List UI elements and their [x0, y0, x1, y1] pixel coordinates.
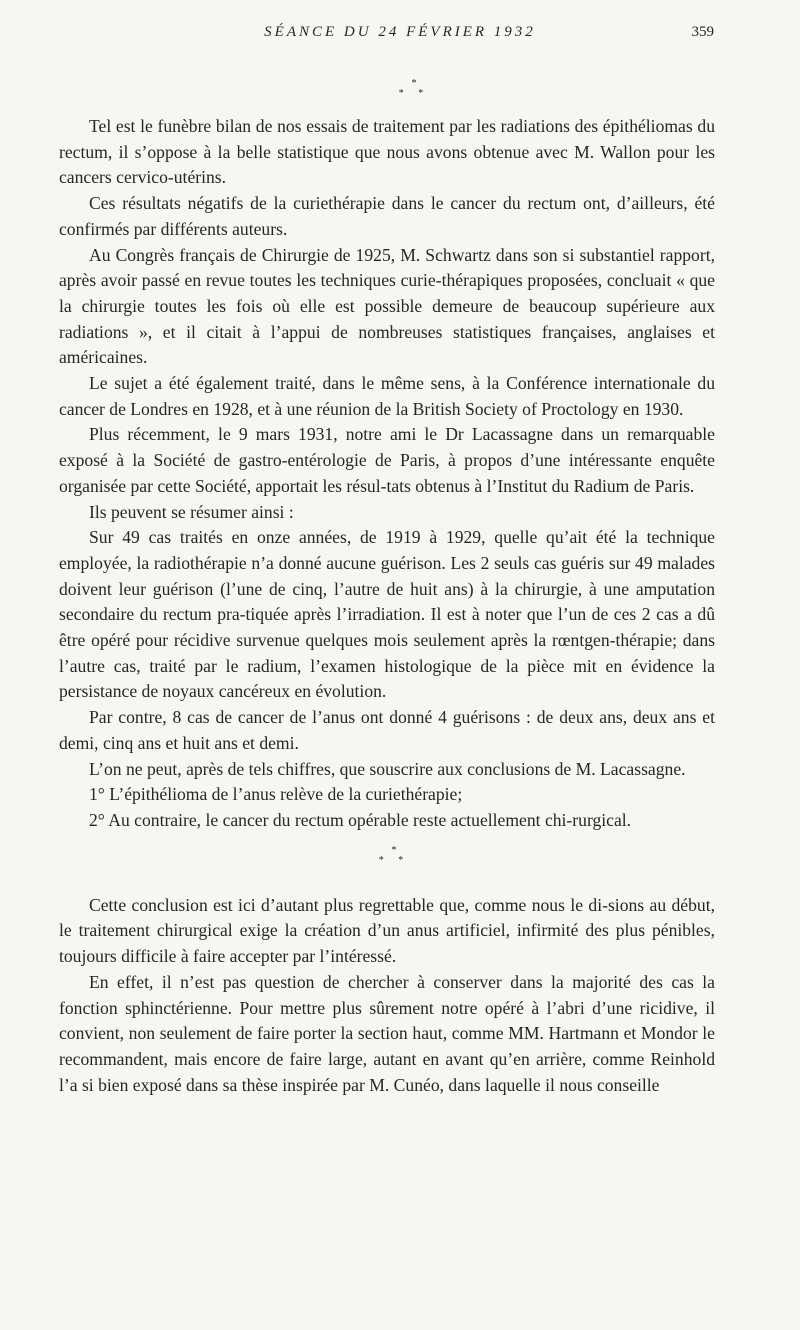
paragraph: Ils peuvent se résumer ainsi : [89, 501, 294, 522]
section-separator [59, 846, 715, 866]
paragraph: Le sujet a été également traité, dans le même sens, à la Conférence internationale du cancer de Londres en 1928, et à une réunion de la British Society of Proctology en 1930. [59, 373, 715, 419]
list-item-conclusion-1: 1° L’épithélioma de l’anus relève de la curiethérapie; [89, 784, 463, 805]
running-title: SÉANCE DU 24 FÉVRIER 1932 [264, 24, 536, 40]
page-number: 359 [691, 24, 714, 40]
paragraph: Au Congrès français de Chirurgie de 1925, M. Schwartz dans son si substantiel rapport, après avoir passé en revue toutes les techniques curie-thérapiques proposées, concluait « que la chirurgie toutes les fois où elle est possible demeure de beaucoup supérieure aux radiations », et il citait à l’appui de nombreuses statistiques françaises, anglaises et américaines. [59, 244, 715, 368]
page-header [0, 24, 800, 48]
body-text [59, 114, 715, 1098]
paragraph: Sur 49 cas traités en onze années, de 1919 à 1929, quelle qu’ait été la technique employée, la radiothérapie n’a donné aucune guérison. Les 2 seuls cas guéris sur 49 malades doivent leur guérison (l’une de cinq, l’autre de huit ans) à la chirurgie, à une amputation secondaire du rectum pra-tiquée après l’irradiation. Il est à noter que l’un de ces 2 cas a dû être opéré pour récidive survenue quelques mois seulement après la rœntgen-thérapie; dans l’autre cas, traité par le radium, l’examen histologique de la pièce mit en évidence la persistance de noyaux cancéreux en évolution. [59, 527, 715, 702]
paragraph: En effet, il n’est pas question de chercher à conserver dans la majorité des cas la fonction sphinctérienne. Pour mettre plus sûrement notre opéré à l’abri d’une ricidive, il convient, non seulement de faire porter la section haut, comme MM. Hartmann et Mondor le recommandent, mais encore de faire large, autant en avant qu’en arrière, comme Reinhold l’a si bien exposé dans sa thèse inspirée par M. Cunéo, dans laquelle il nous conseille [59, 971, 715, 1095]
paragraph: Tel est le funèbre bilan de nos essais de traitement par les radiations des épithéliomas du rectum, il s’oppose à la belle statistique que nous avons obtenue avec M. Wallon pour les cancers cervico-utérins. [59, 116, 715, 188]
asterisk: * [411, 78, 417, 89]
paragraph: Par contre, 8 cas de cancer de l’anus ont donné 4 guérisons : de deux ans, deux ans et demi, cinq ans et huit ans et demi. [59, 707, 715, 753]
section-separator [0, 79, 800, 99]
paragraph: Ces résultats négatifs de la curiethérapie dans le cancer du rectum ont, d’ailleurs, été confirmés par différents auteurs. [59, 193, 715, 239]
asterisk: * [391, 844, 397, 856]
paragraph: Plus récemment, le 9 mars 1931, notre ami le Dr Lacassagne dans un remarquable exposé à la Société de gastro-entérologie de Paris, à propos d’une intéressante enquête organisée par cette Société, apportait les résul-tats obtenus à l’Institut du Radium de Paris. [59, 424, 715, 496]
paragraph: L’on ne peut, après de tels chiffres, que souscrire aux conclusions de M. Lacassagne. [89, 758, 686, 779]
paragraph: Cette conclusion est ici d’autant plus regrettable que, comme nous le di-sions au début, le traitement chirurgical exige la création d’un anus artificiel, infirmité des plus pénibles, toujours difficile à faire accepter par l’intéressé. [59, 894, 715, 967]
asterisk-pair: * * [378, 854, 410, 866]
list-item-conclusion-2: 2° Au contraire, le cancer du rectum opérable reste actuellement chi-rurgical. [89, 809, 632, 830]
asterisk-pair: * * [398, 88, 430, 99]
